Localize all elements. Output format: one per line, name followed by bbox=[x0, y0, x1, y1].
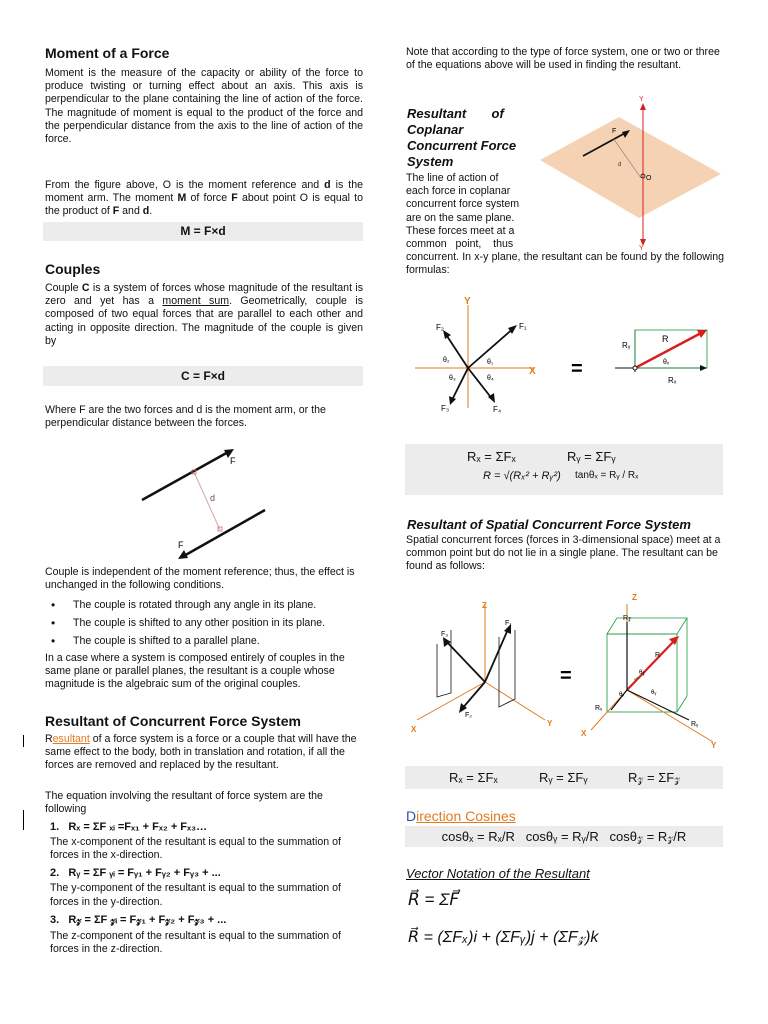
fig-theta2: θ₂ bbox=[443, 357, 450, 364]
fig-F4: F₄ bbox=[493, 405, 502, 414]
margin-mark bbox=[23, 735, 24, 747]
fig-equals: = bbox=[571, 358, 583, 380]
fig-thetay: θᵧ bbox=[651, 690, 657, 696]
coplanar-paragraph: The line of action of each force in coplanar concurrent force system are on the same plane. These forces meet at a common point, thus bbox=[406, 172, 520, 251]
equation-item: 1. Rₓ = ΣF ₓᵢ =Fₓ₁ + Fₓ₂ + Fₓ₃… bbox=[50, 821, 208, 833]
spatial-paragraph: Spatial concurrent forces (forces in 3-dimensional space) meet at a common point but do not lie in a single plane. The resultant can be found as follows: bbox=[406, 534, 721, 573]
fig-thetaz: θ𝓏 bbox=[639, 670, 646, 676]
margin-mark bbox=[23, 810, 24, 830]
moment-title: Moment of a Force bbox=[45, 45, 170, 61]
fig-X: X bbox=[529, 366, 536, 377]
fig-Y: Y bbox=[547, 719, 553, 728]
cosines-formula-box bbox=[405, 826, 723, 847]
arrowhead-icon bbox=[700, 365, 707, 371]
fig-Rx: Rₓ bbox=[595, 705, 603, 712]
fig-Z: Z bbox=[482, 601, 487, 610]
coplanar-formula-box bbox=[405, 444, 723, 495]
couple-fig-F1: F bbox=[230, 456, 236, 466]
fig-Rx: Rₓ bbox=[668, 376, 677, 385]
fig-R: R bbox=[655, 652, 661, 659]
spatial-title: Resultant of Spatial Concurrent Force System bbox=[407, 517, 691, 532]
arrowhead-icon bbox=[640, 103, 646, 110]
plane-fig-d: d bbox=[618, 162, 622, 168]
fig-thetax: θₓ bbox=[619, 692, 625, 698]
box-top bbox=[607, 618, 687, 634]
couple-formula-box bbox=[43, 366, 363, 386]
fig-thetax: θₓ bbox=[663, 359, 670, 366]
fig-equals: = bbox=[560, 665, 572, 687]
plane-fig-Y: Y bbox=[639, 96, 644, 103]
plane-shape bbox=[540, 117, 721, 218]
formula-direction: tanθₓ = Rᵧ / Rₓ bbox=[575, 470, 639, 481]
formula-rz: R𝓏 = ΣF𝓏 bbox=[628, 770, 681, 785]
force-F4 bbox=[468, 368, 493, 400]
couple-fig-d: d bbox=[210, 493, 216, 503]
concurrent-equation-intro: The equation involving the resultant of force system are the following bbox=[45, 790, 323, 816]
couple-formula: C = F×d bbox=[180, 369, 225, 383]
spatial-formula-box bbox=[405, 766, 723, 789]
fig-theta1: θ₁ bbox=[487, 359, 494, 366]
direction-cosines-title: Direction Cosines bbox=[406, 808, 516, 824]
force-F1 bbox=[485, 627, 509, 682]
fig-theta4: θ₄ bbox=[487, 375, 494, 382]
force-F3 bbox=[451, 368, 468, 402]
formula-rx: Rₓ = ΣFₓ bbox=[449, 770, 498, 785]
fig-Ry: Rᵧ bbox=[622, 341, 631, 350]
fig-F2: F₂ bbox=[436, 323, 444, 332]
couple-system-text: In a case where a system is composed entirely of couples in the same plane or parallel planes, the resultant is a couple whose magnitude is the algebraic sum of the original couples. bbox=[45, 652, 345, 691]
resultant-R bbox=[627, 640, 675, 690]
couple-fig-F2: F bbox=[178, 540, 184, 550]
force-F2 bbox=[461, 682, 485, 710]
concurrent-paragraph: Resultant of a force system is a force or a couple that will have the same effect to the body, both in translation and rotation, if all the forces are removed and replaced by the resultant. bbox=[45, 733, 357, 772]
cosines-formula: cosθₓ = Rₓ/R cosθᵧ = Rᵧ/R cosθ𝓏 = R𝓏/R bbox=[441, 829, 687, 844]
list-item: • The couple is shifted to a parallel plane. bbox=[45, 632, 365, 650]
vector-formula-1: R⃗ = ΣF⃗ bbox=[408, 890, 460, 909]
couple-conditions-list bbox=[45, 596, 365, 650]
concurrent-title: Resultant of Concurrent Force System bbox=[45, 713, 301, 729]
fig-F1: F₁ bbox=[519, 322, 527, 331]
couple-where-text: Where F are the two forces and d is the moment arm, or the perpendicular distance between the forces. bbox=[45, 404, 326, 430]
equation-item: 2. Rᵧ = ΣF ᵧᵢ = Fᵧ₁ + Fᵧ₂ + Fᵧ₃ + ... bbox=[50, 867, 221, 880]
equation-description: The z-component of the resultant is equal to the summation of forces in the z-direction. bbox=[50, 929, 341, 956]
couple-figure bbox=[130, 445, 280, 570]
coplanar-paragraph-rest: concurrent. In x-y plane, the resultant can be found by the following formulas: bbox=[406, 251, 724, 277]
couple-force-bottom bbox=[182, 510, 265, 557]
fig-F3: F₃ bbox=[441, 404, 450, 413]
origin bbox=[633, 366, 637, 370]
y-axis-2 bbox=[627, 690, 713, 742]
ry-line bbox=[627, 690, 689, 720]
fig-F1: F₁ bbox=[505, 620, 512, 627]
fig-R: R bbox=[662, 334, 669, 344]
note-text: Note that according to the type of force system, one or two or three of the equations above will be used in finding the resultant. bbox=[406, 46, 720, 72]
fig-Ry: Rᵧ bbox=[691, 721, 699, 728]
fig-X2: X bbox=[581, 729, 587, 738]
moment-formula-box bbox=[43, 222, 363, 241]
moment-formula: M = F×d bbox=[180, 224, 226, 238]
coplanar-title: Resultant of Coplanar Concurrent Force System bbox=[407, 106, 517, 169]
fig-Y2: Y bbox=[711, 741, 717, 750]
fig-Y: Y bbox=[464, 296, 471, 307]
moment-paragraph: Moment is the measure of the capacity or ability of the force to produce twisting or turning effect about an axis. This axis is perpendicular to the plane containing the line of action of the force. The magnitude of moment is equal to the product of the force and the perpendicular distance from the axis to the line of action of the force. bbox=[45, 67, 363, 146]
direction-cosines-link[interactable]: irection Cosines bbox=[416, 808, 516, 824]
equation-description: The y-component of the resultant is equal to the summation of forces in the y-direction. bbox=[50, 882, 341, 908]
vector-formula-2: R⃗ = (ΣFₓ)i + (ΣFᵧ)j + (ΣF𝓏)k bbox=[408, 929, 599, 946]
formula-ry: Rᵧ = ΣFᵧ bbox=[567, 449, 616, 464]
fig-F2: F₂ bbox=[465, 712, 472, 719]
formula-ry: Rᵧ = ΣFᵧ bbox=[539, 770, 588, 785]
spatial-forces-figure bbox=[405, 592, 725, 752]
coplanar-forces-figure bbox=[405, 290, 730, 420]
formula-rx: Rₓ = ΣFₓ bbox=[467, 449, 516, 464]
fig-F3: F₃ bbox=[441, 631, 449, 638]
couple-independent-text: Couple is independent of the moment reference; thus, the effect is unchanged in the following conditions. bbox=[45, 566, 355, 592]
list-item: • The couple is rotated through any angle in its plane. bbox=[45, 596, 365, 614]
vector-notation-title: Vector Notation of the Resultant bbox=[406, 866, 590, 881]
equation-description: The x-component of the resultant is equal to the summation of forces in the x-direction. bbox=[50, 836, 341, 862]
arrowhead-icon bbox=[443, 330, 451, 339]
fig-Rz: R𝓏 bbox=[623, 615, 632, 622]
moment-arm-line bbox=[194, 472, 220, 530]
couples-paragraph: Couple C is a system of forces whose magnitude of the resultant is zero and yet has a moment sum. Geometrically, couple is composed of two equal forces that are parallel to each other and acting in opposite direction. The magnitude of the couple is given by bbox=[45, 282, 364, 347]
couple-force-top bbox=[142, 451, 230, 500]
fig-Z2: Z bbox=[632, 593, 637, 602]
couples-title: Couples bbox=[45, 261, 101, 277]
plane-fig-O: O bbox=[646, 175, 652, 182]
fig-theta3: θ₃ bbox=[449, 375, 456, 382]
fig-X: X bbox=[411, 725, 417, 734]
moment-sum-link[interactable]: moment sum bbox=[162, 295, 230, 308]
plane-fig-F: F bbox=[612, 128, 617, 135]
list-item: • The couple is shifted to any other position in its plane. bbox=[45, 614, 365, 632]
moment-paragraph-2: From the figure above, O is the moment reference and d is the moment arm. The moment M of force F about point O is equal to the product of F and d. bbox=[45, 179, 364, 218]
resultant-link[interactable]: esultant bbox=[52, 733, 90, 745]
resultant-equations bbox=[50, 821, 365, 956]
coplanar-plane-figure bbox=[535, 92, 725, 252]
equation-item: 3. R𝓏 = ΣF 𝓏ᵢ = F𝓏₁ + F𝓏₂ + F𝓏₃ + ... bbox=[50, 913, 227, 926]
formula-magnitude: R = √(Rₓ² + Rᵧ²) bbox=[483, 470, 561, 482]
plane-fig-Y2: Y bbox=[639, 245, 644, 252]
